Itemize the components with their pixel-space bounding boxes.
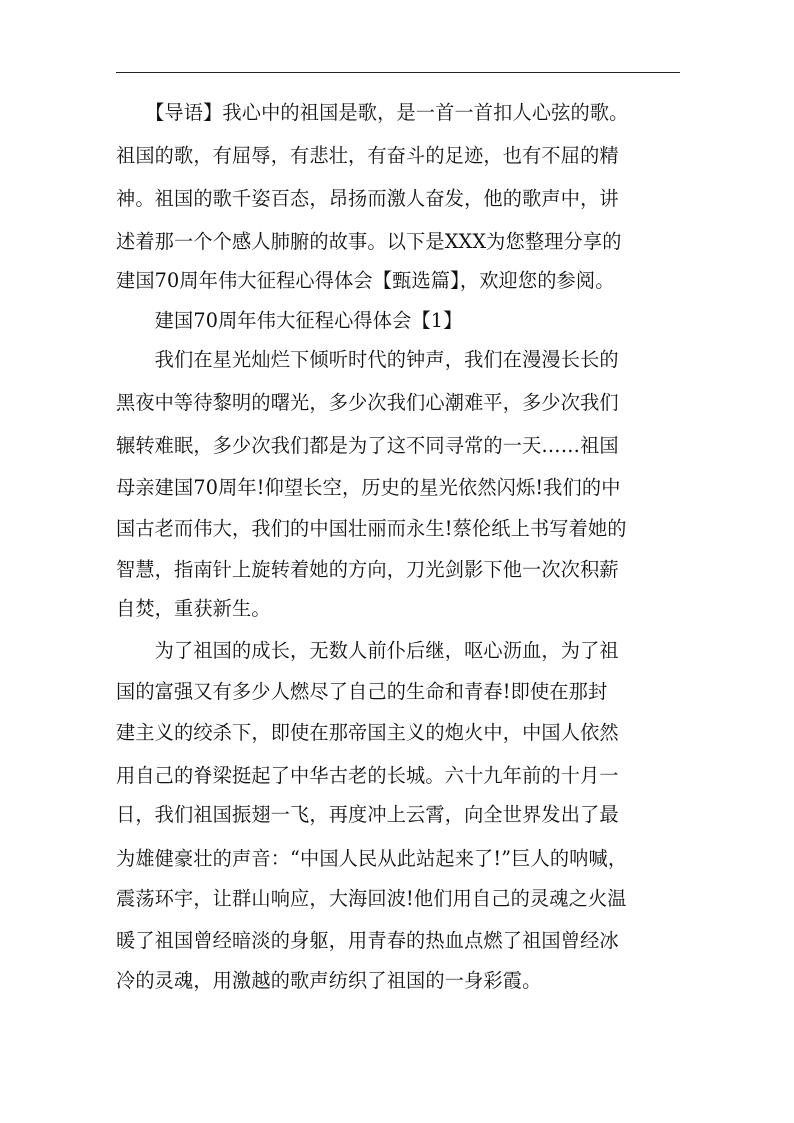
text-line: 【导语】我心中的祖国是歌，是一首一首扣人心弦的歌。 [116, 101, 629, 124]
text-line: 建主义的绞杀下，即使在那帝国主义的炮火中，中国人依然 [116, 721, 619, 744]
text-line: 辗转难眠，多少次我们都是为了这不同寻常的一天……祖国 [116, 434, 619, 457]
text-line: 为了祖国的成长，无数人前仆后继，呕心沥血，为了祖 [116, 639, 619, 662]
text-line: 震荡环宇，让群山响应，大海回波!他们用自己的灵魂之火温 [116, 887, 627, 910]
text-line: 黑夜中等待黎明的曙光，多少次我们心潮难平，多少次我们 [116, 391, 619, 414]
text-line: 述着那一个个感人肺腑的故事。以下是XXX为您整理分享的 [116, 230, 622, 253]
text-line: 国古老而伟大，我们的中国壮丽而永生!蔡伦纸上书写着她的 [116, 517, 627, 540]
text-line: 为雄健豪壮的声音：“中国人民从此站起来了!”巨人的呐喊， [116, 847, 628, 870]
text-line: 我们在星光灿烂下倾听时代的钟声，我们在漫漫长长的 [116, 348, 619, 371]
text-line: 自焚，重获新生。 [116, 597, 271, 620]
text-line: 祖国的歌，有屈辱，有悲壮，有奋斗的足迹，也有不屈的精 [116, 144, 619, 167]
text-line: 母亲建国70周年!仰望长空，历史的星光依然闪烁!我们的中 [116, 476, 621, 499]
text-line: 建国70周年伟大征程心得体会【甄选篇】，欢迎您的参阅。 [116, 269, 615, 292]
text-line: 神。祖国的歌千姿百态，昂扬而激人奋发，他的歌声中，讲 [116, 187, 619, 210]
header-rule [116, 72, 680, 73]
text-line: 智慧，指南针上旋转着她的方向，刀光剑影下他一次次积薪 [116, 558, 619, 581]
text-line: 用自己的脊梁挺起了中华古老的长城。六十九年前的十月一 [116, 764, 619, 787]
text-line: 国的富强又有多少人燃尽了自己的生命和青春!即使在那封 [116, 680, 608, 703]
text-line: 日，我们祖国振翅一飞，再度冲上云霄，向全世界发出了最 [116, 803, 619, 826]
section-heading: 建国70周年伟大征程心得体会【1】 [116, 309, 463, 332]
text-line: 暖了祖国曾经暗淡的身躯，用青春的热血点燃了祖国曾经冰 [116, 929, 619, 952]
text-line: 冷的灵魂，用激越的歌声纺织了祖国的一身彩霞。 [116, 969, 542, 992]
